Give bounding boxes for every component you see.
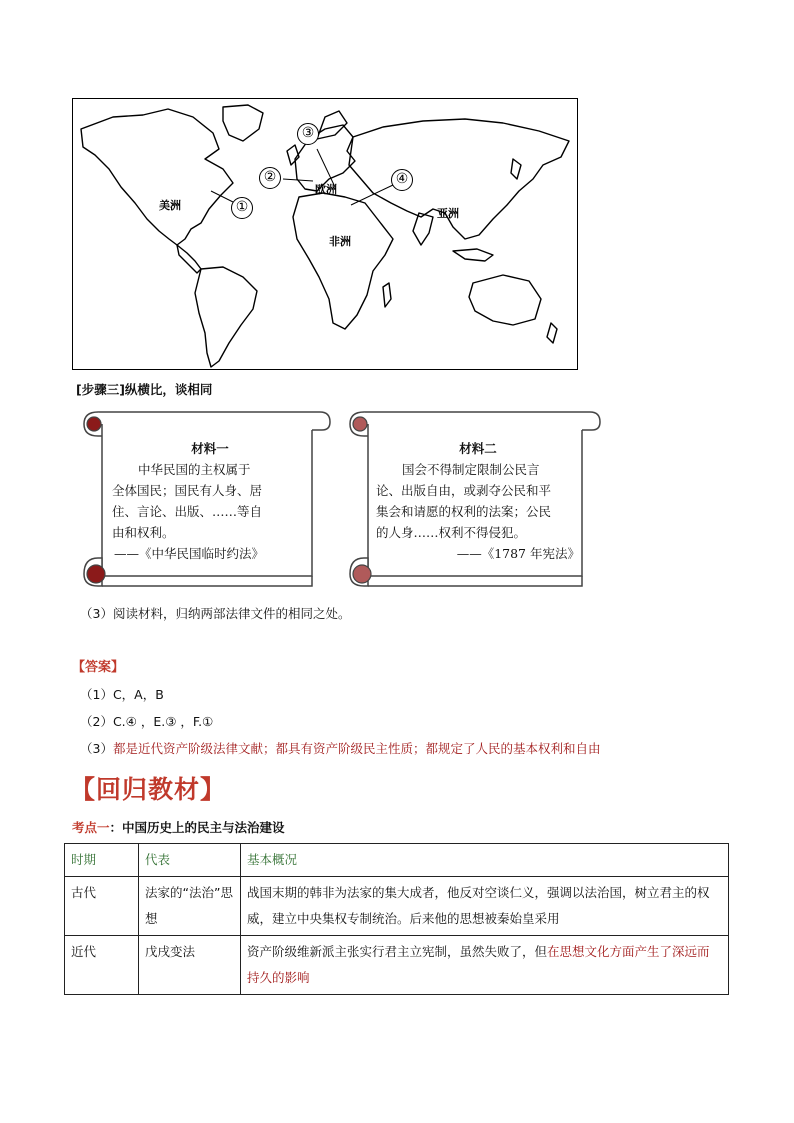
map-marker-3: ③ [297, 123, 319, 145]
material-one-line-4: 由和权利。 [112, 525, 175, 540]
india-shape [413, 213, 433, 245]
world-map-drawing [73, 99, 578, 370]
map-label-america: 美洲 [159, 199, 181, 212]
asia-shape [349, 119, 569, 239]
table-header-overview: 基本概况 [241, 844, 729, 877]
south-america-shape [195, 267, 257, 367]
table-header-period: 时期 [65, 844, 139, 877]
table-header-row [65, 844, 729, 877]
answer-1: （1）C，A，B [80, 687, 164, 702]
material-two-source: ——《1787 年宪法》 [456, 546, 580, 561]
answer-3-prefix: （3） [80, 741, 113, 756]
knowledge-table [64, 843, 729, 995]
answer-label: 【答案】 [72, 660, 125, 675]
material-two-line-1: 国会不得制定限制公民言 [402, 462, 540, 477]
kaodian-text: ：中国历史上的民主与法治建设 [109, 820, 285, 835]
map-label-asia: 亚洲 [437, 207, 459, 220]
section-title: 【回归教材】 [70, 775, 227, 804]
map-marker-2: ② [259, 167, 281, 189]
material-one-line-2: 全体国民；国民有人身、居 [112, 483, 263, 498]
new-zealand-shape [547, 323, 557, 343]
answer-2: （2）C.④ ，E.③ ，F.① [80, 714, 214, 729]
overview-plain-text: 资产阶级维新派主张实行君主立宪制，虽然失败了，但 [247, 944, 548, 959]
map-label-europe: 欧洲 [315, 183, 337, 196]
greenland-shape [223, 105, 263, 141]
north-america-shape [81, 109, 233, 245]
table-row [65, 877, 729, 936]
map-marker-1: ① [231, 197, 253, 219]
australia-shape [469, 275, 541, 325]
kaodian-heading [72, 818, 285, 836]
table-cell-representative: 戊戌变法 [139, 936, 241, 995]
material-two-scroll [346, 408, 602, 590]
answer-3-text: 都是近代资产阶级法律文献；都具有资产阶级民主性质；都规定了人民的基本权利和自由 [112, 741, 601, 756]
map-marker-4: ④ [391, 169, 413, 191]
table-cell-overview: 战国末期的韩非为法家的集大成者，他反对空谈仁义，强调以法治国，树立君主的权威，建立中央集权专制统治。后来他的思想被秦始皇采用 [241, 877, 729, 936]
answer-3 [80, 739, 600, 757]
table-cell-overview [241, 936, 729, 995]
indonesia-shape [453, 249, 493, 261]
africa-shape [293, 193, 393, 329]
material-two-title: 材料二 [459, 441, 497, 456]
table-cell-period: 近代 [65, 936, 139, 995]
material-one-title: 材料一 [191, 441, 229, 456]
world-map [72, 98, 578, 370]
madagascar-shape [383, 283, 391, 307]
material-one-scroll [80, 408, 332, 590]
material-two-line-3: 集会和请愿的权利的法案；公民 [376, 504, 552, 519]
material-two-line-4: 的人身……权利不得侵犯。 [376, 525, 527, 540]
japan-shape [511, 159, 521, 179]
material-one-line-1: 中华民国的主权属于 [138, 462, 251, 477]
table-header-representative: 代表 [139, 844, 241, 877]
material-two-line-2: 论、出版自由，或剥夺公民和平 [376, 483, 552, 498]
kaodian-label: 考点一 [72, 820, 110, 835]
question-3: （3）阅读材料，归纳两部法律文件的相同之处。 [80, 606, 351, 621]
table-row [65, 936, 729, 995]
table-cell-representative: 法家的“法治”思想 [139, 877, 241, 936]
overview-accent-text: 在思想文化方面产生了深远而持久的影响 [247, 944, 710, 985]
table-cell-period: 古代 [65, 877, 139, 936]
map-label-africa: 非洲 [329, 235, 351, 248]
central-america-shape [177, 245, 201, 273]
step-three-heading: [步骤三]纵横比，谈相同 [76, 382, 213, 397]
material-one-source: ——《中华民国临时约法》 [114, 546, 265, 561]
material-one-line-3: 住、言论、出版、……等自 [112, 504, 263, 519]
